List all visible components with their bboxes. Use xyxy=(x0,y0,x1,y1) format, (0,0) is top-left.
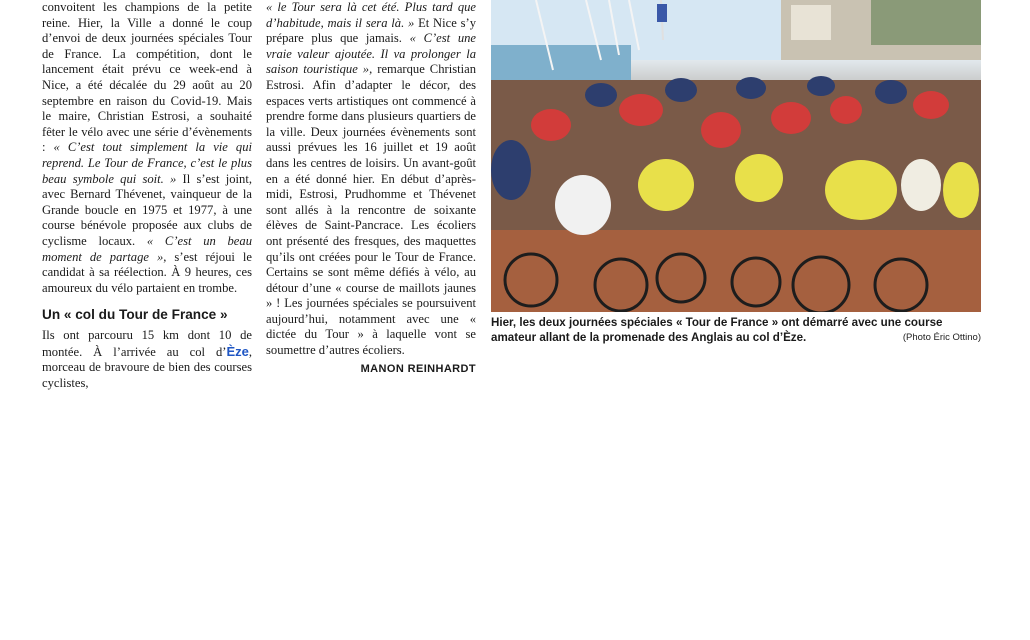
article-column-2 xyxy=(266,0,476,377)
body-text: Il s’est joint, avec Bernard Thévenet, vainqueur de la Grande boucle en 1975 et 1977, à une course bénévole proposée aux clubs de cyclisme locaux. xyxy=(42,171,252,248)
photo-caption: Hier, les deux journées spéciales « Tour de France » ont démarré avec une course amateur allant de la promenade des Anglais au col d’Èze. xyxy=(491,316,943,344)
quote-text: « C’est un beau moment de partage » xyxy=(42,233,252,264)
article-column-1 xyxy=(42,0,252,392)
body-text: Et Nice s’y prépare plus que jamais. xyxy=(266,15,476,46)
body-text: , remarque Christian Estrosi. Afin d’adapter le décor, des espaces verts artistiques ont commencé à prendre forme dans plusieurs quartiers de la ville. Deux journées évènements sont aussi prévues les 16 juillet et 19 août dans les centres de loisirs. Un avant-goût en a été donné hier. En début d’après-midi, Estrosi, Prudhomme et Thévenet sont allés à la rencontre de soixante élèves de Saint-Pancrace. Les écoliers ont présenté des fresques, des maquettes qu’ils ont créées pour le Tour de France. Certains se sont même défiés à vélo, au détour d’une « course de maillots jaunes » ! Les journées spéciales se poursuivent aujourd’hui, notamment avec une « dictée du Tour » à laquelle vont se soumettre d’autres écoliers. xyxy=(266,62,476,358)
quote-text: « C’est tout simplement la vie qui reprend. Le Tour de France, c’est le plus beau symbole qui soit. » xyxy=(42,140,252,186)
body-text: Ils ont parcouru 15 km dont 10 de montée. À l’arrivée au col d’ xyxy=(42,328,252,359)
body-text: convoitent les champions de la petite reine. Hier, la Ville a donné le coup d’envoi de deux journées spéciales Tour de France. La compétition, dont le lancement était prévu ce week-end à Nice, a été décalée du 29 août au 20 septembre en raison du Covid-19. Mais le maire, Christian Estrosi, a souhaité fêter le vélo avec une série d’évènements : xyxy=(42,0,252,155)
cyclists-photo xyxy=(491,0,981,312)
place-link[interactable]: Èze xyxy=(226,343,249,359)
body-paragraph xyxy=(266,0,476,359)
cyclists-photo-illustration xyxy=(491,0,981,312)
body-paragraph xyxy=(42,328,252,391)
quote-text: « le Tour sera là cet été. Plus tard que d’habitude, mais il sera là. » xyxy=(266,0,476,30)
author-byline: MANON REINHARDT xyxy=(360,362,476,375)
body-paragraph xyxy=(42,0,252,296)
body-text: , morceau de bravoure de bien des courses cyclistes, xyxy=(42,344,252,391)
body-text: , s’est réjoui le candidat à sa réélection. À 9 heures, ces amoureux du vélo partaient en trombe. xyxy=(42,249,252,295)
quote-text: « C’est une vraie valeur ajoutée. Il va prolonger la saison touristique » xyxy=(266,31,476,77)
section-subheading: Un « col du Tour de France » xyxy=(42,307,228,323)
photo-credit: (Photo Éric Ottino) xyxy=(902,332,981,343)
